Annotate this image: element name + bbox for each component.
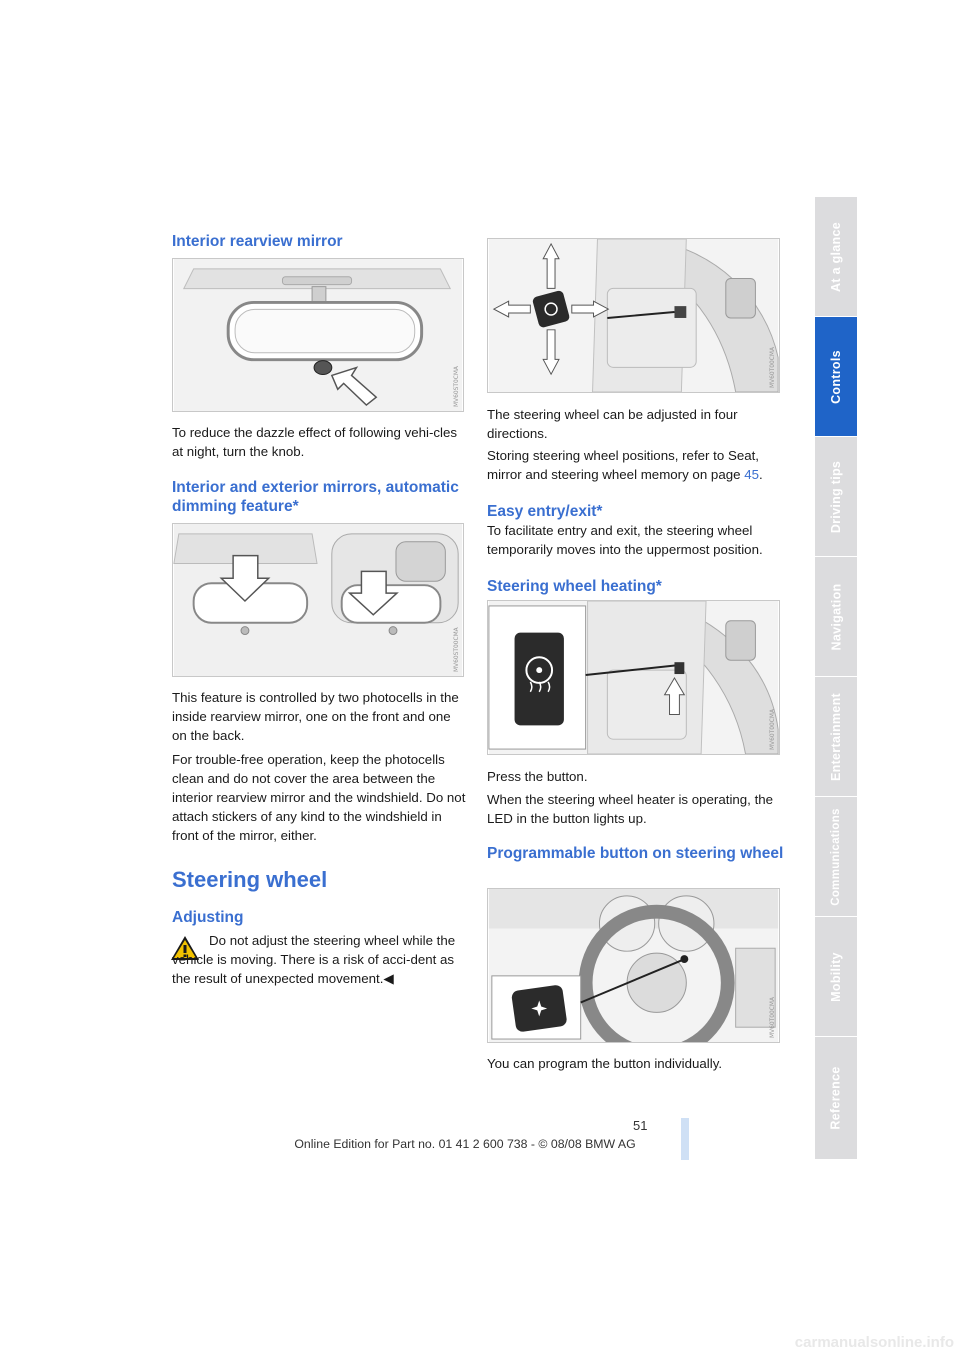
page-45-link[interactable]: 45 (744, 467, 759, 482)
storing-text: Storing steering wheel positions, refer to Seat, mirror and steering wheel memory on page 45. (487, 448, 763, 482)
easy-entry-text: To facilitate entry and exit, the steering wheel temporarily moves into the uppermost position. (487, 523, 763, 557)
chapter-tabs (815, 197, 857, 1159)
tab-reference[interactable]: Reference (829, 1066, 843, 1130)
figure-code: MV60T00CMA (770, 347, 777, 389)
mirror-illustration (173, 259, 463, 411)
steering-heating-figure (487, 600, 780, 755)
steering-adjust-illustration (488, 239, 779, 392)
heating-heading: Steering wheel heating* (487, 578, 662, 595)
adjusting-heading: Adjusting (172, 909, 244, 926)
dimming-mirrors-figure (172, 523, 464, 677)
tab-driving-tips[interactable]: Driving tips (815, 437, 857, 557)
tab-at-a-glance[interactable]: At a glance (815, 197, 857, 317)
dimming-heading: Interior and exterior mirrors, automatic dimming feature* (172, 479, 459, 515)
figure-code: MV60ST0CMA (454, 366, 461, 408)
dimming-text-2: For trouble-free operation, keep the photocells clean and do not cover the area between the interior rearview mirror and the windshield. Do not attach stickers of any kind to the windshield in front of the mirror, either. (172, 752, 466, 843)
tab-controls[interactable]: Controls (815, 317, 857, 437)
adjust-text: The steering wheel can be adjusted in four directions. (487, 407, 738, 441)
steering-adjust-figure (487, 238, 780, 393)
rearview-mirror-figure (172, 258, 464, 412)
page-number: 51 (633, 1118, 648, 1133)
easy-entry-heading: Easy entry/exit* (487, 503, 603, 520)
heating-text-2: When the steering wheel heater is operating, the LED in the button lights up. (487, 792, 774, 826)
tab-entertainment[interactable]: Entertainment (815, 677, 857, 797)
tab-communications[interactable]: Communications (815, 797, 857, 917)
heating-text-1: Press the button. (487, 769, 588, 784)
dimming-text-1: This feature is controlled by two photocells in the inside rearview mirror, one on the front and one on the back. (172, 690, 459, 743)
programmable-button-text: You can program the button individually. (487, 1056, 723, 1071)
watermark: carmanualsonline.info (794, 1334, 954, 1351)
steering-heating-illustration (488, 601, 779, 754)
programmable-button-heading: Programmable button on steering wheel (487, 845, 784, 862)
figure-code: MV60T00CMA (770, 997, 777, 1039)
mirror-heading: Interior rearview mirror (172, 233, 343, 250)
figure-code: MV60T00CMA (770, 709, 777, 751)
programmable-button-illustration (488, 889, 779, 1042)
dimming-illustration (173, 524, 463, 676)
programmable-button-figure (487, 888, 780, 1043)
figure-code: MV60ST00CMA (454, 627, 461, 673)
warning-text: Do not adjust the steering wheel while the vehicle is moving. There is a risk of acci-dent as the result of unexpected movement.◀ (172, 933, 456, 986)
edition-footer: Online Edition for Part no. 01 41 2 600 738 - © 08/08 BMW AG (294, 1137, 636, 1151)
tab-mobility[interactable]: Mobility (815, 917, 857, 1037)
tab-navigation[interactable]: Navigation (815, 557, 857, 677)
mirror-text: To reduce the dazzle effect of following vehi-cles at night, turn the knob. (172, 425, 458, 459)
steering-wheel-heading: Steering wheel (172, 867, 328, 892)
